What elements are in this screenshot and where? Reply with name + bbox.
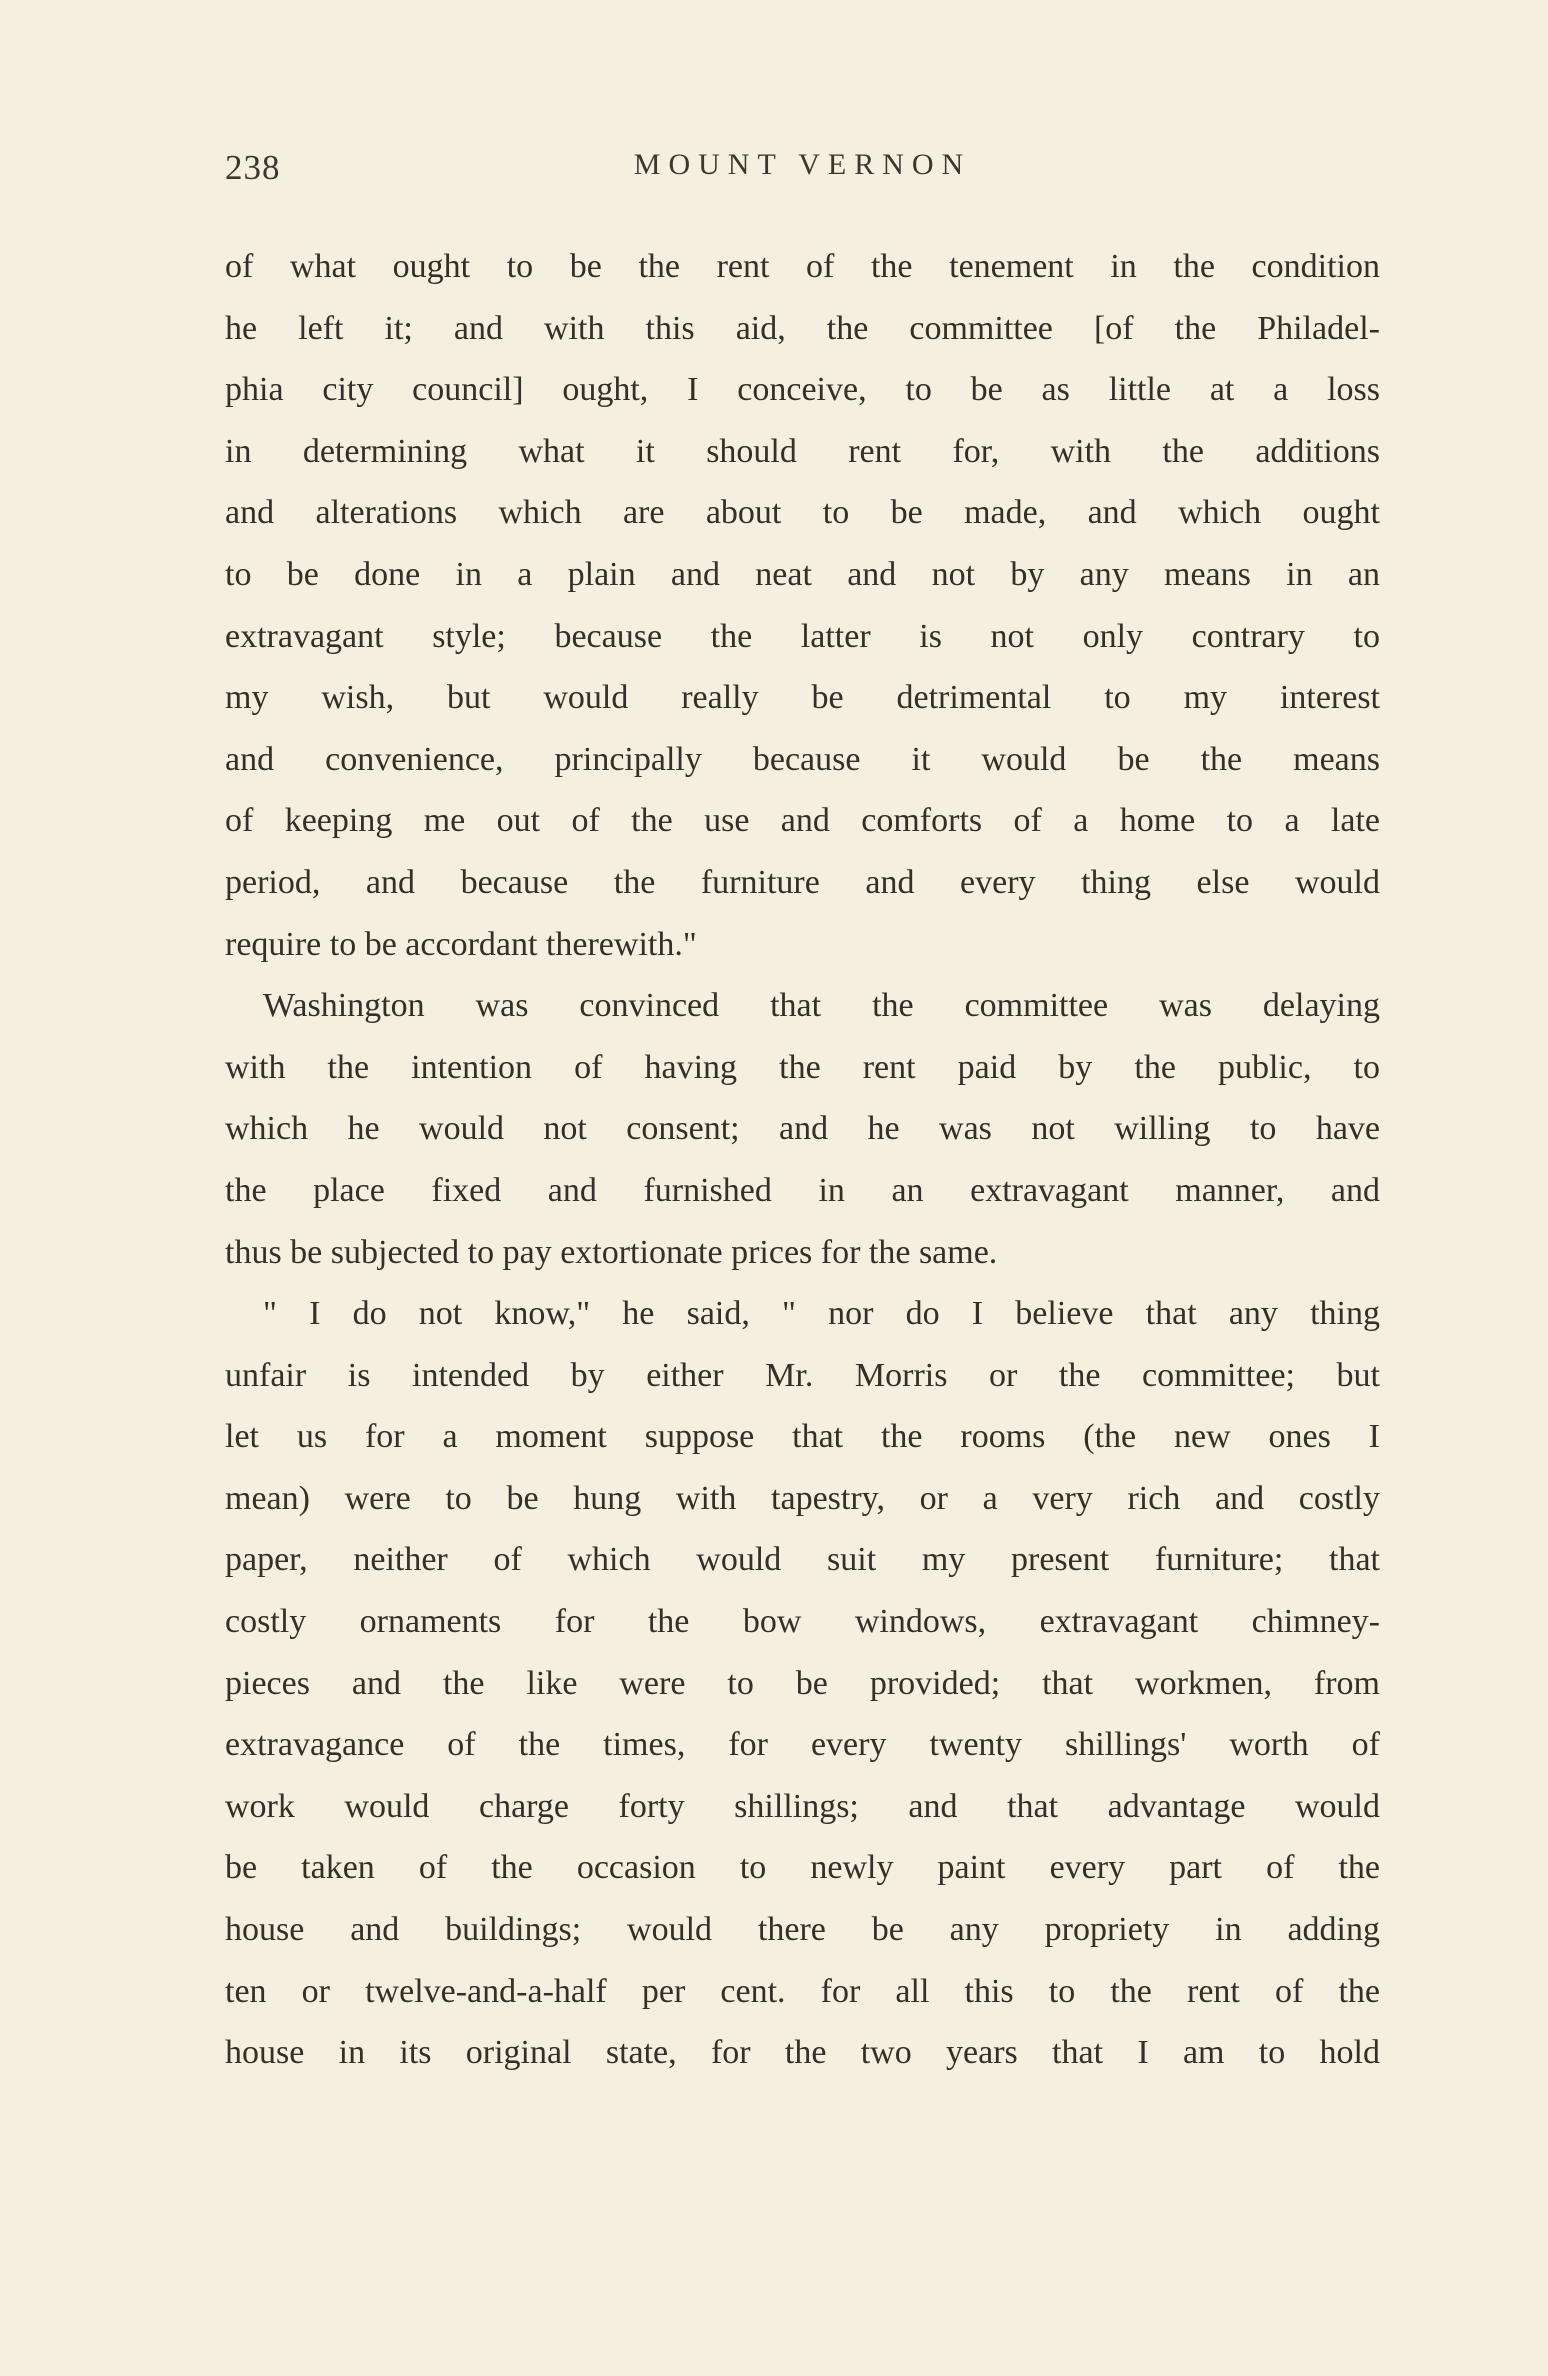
text-line: paper, neither of which would suit my present furniture; that <box>225 1541 1380 1579</box>
text-line: and alterations which are about to be made, and which ought <box>225 494 1380 532</box>
text-line: to be done in a plain and neat and not by any means in an <box>225 555 1380 593</box>
text-line: phia city council] ought, I conceive, to be as little at a loss <box>225 371 1380 409</box>
paragraph-end-line: require to be accordant therewith." <box>225 925 697 963</box>
text-line: he left it; and with this aid, the committee [of the Philadel- <box>225 309 1380 347</box>
running-title: MOUNT VERNON <box>633 148 972 181</box>
paragraph-end-line: thus be subjected to pay extortionate prices for the same. <box>225 1233 998 1271</box>
body-text <box>225 236 1380 2086</box>
text-line: my wish, but would really be detrimental to my interest <box>225 679 1380 717</box>
text-line: pieces and the like were to be provided; that workmen, from <box>225 1664 1380 1702</box>
text-line: extravagance of the times, for every twenty shillings' worth of <box>225 1726 1380 1764</box>
text-line: house in its original state, for the two years that I am to hold <box>225 2034 1380 2072</box>
paragraph-start-line: " I do not know," he said, " nor do I believe that any thing <box>263 1295 1380 1333</box>
text-line: unfair is intended by either Mr. Morris or the committee; but <box>225 1356 1380 1394</box>
text-line: of what ought to be the rent of the tenement in the condition <box>225 248 1380 285</box>
text-line: ten or twelve-and-a-half per cent. for all this to the rent of the <box>225 1972 1380 2010</box>
text-line: with the intention of having the rent paid by the public, to <box>225 1048 1380 1086</box>
text-line: work would charge forty shillings; and that advantage would <box>225 1787 1380 1825</box>
page-header <box>225 148 1380 198</box>
text-line: house and buildings; would there be any propriety in adding <box>225 1911 1380 1949</box>
text-line: mean) were to be hung with tapestry, or a very rich and costly <box>225 1479 1380 1517</box>
text-line: which he would not consent; and he was not willing to have <box>225 1110 1380 1148</box>
text-line: costly ornaments for the bow windows, extravagant chimney- <box>225 1603 1380 1641</box>
page-number: 238 <box>225 148 281 187</box>
text-line: period, and because the furniture and every thing else would <box>225 863 1380 901</box>
text-line: and convenience, principally because it would be the means <box>225 740 1380 778</box>
text-line: the place fixed and furnished in an extravagant manner, and <box>225 1171 1380 1209</box>
text-line: of keeping me out of the use and comforts of a home to a late <box>225 802 1380 840</box>
text-line: be taken of the occasion to newly paint every part of the <box>225 1849 1380 1887</box>
text-line: extravagant style; because the latter is not only contrary to <box>225 617 1380 655</box>
paragraph-start-line: Washington was convinced that the committee was delaying <box>263 987 1380 1025</box>
text-line: let us for a moment suppose that the rooms (the new ones I <box>225 1418 1380 1456</box>
text-line: in determining what it should rent for, with the additions <box>225 432 1380 470</box>
